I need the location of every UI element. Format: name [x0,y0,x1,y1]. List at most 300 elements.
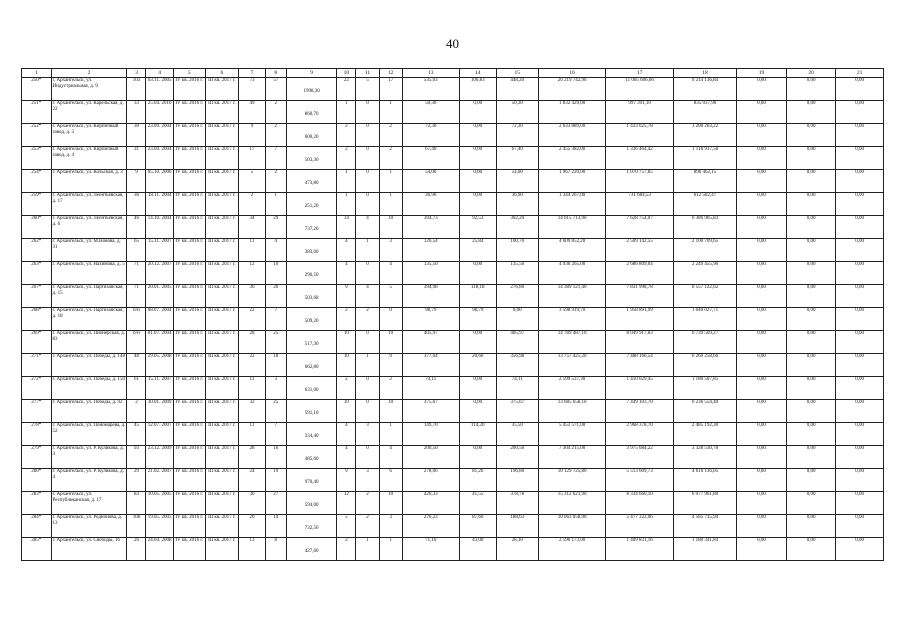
rooms-count-cell: 9 [337,469,356,492]
planned-end-cell: III кв. 2017 г. [205,101,239,124]
table-row [22,469,884,492]
area-cell [286,446,337,469]
owned-area-cell: 0,00 [459,101,496,124]
table-row [22,216,884,239]
extra-cost-cell: 0,00 [786,400,836,423]
column-number-12: 12 [379,69,402,78]
total-cost-cell: 2 599 537,30 [538,377,606,400]
total-area-cell: 36,90 [402,193,459,216]
municipal-count-cell: 1 [379,170,402,193]
regional-cost-cell: 2 100 709,65 [673,239,736,262]
planned-start-cell: IV кв. 2016 г. [173,170,205,193]
rooms-count-cell: 2 [337,538,356,561]
column-number-1: 1 [22,69,52,78]
document-number-cell: 2 [127,400,146,423]
resettled-count-cell: 3 [265,377,286,400]
total-area-cell: 377,64 [402,354,459,377]
regional-cost-cell: 6 557 122,62 [673,285,736,308]
table-row [22,78,884,101]
regional-cost-cell: 6 236 554,40 [673,400,736,423]
regional-cost-cell: 9 214 136,84 [673,78,736,101]
extra-cost-cell: 0,00 [786,515,836,538]
municipal-area-cell: 200,50 [496,446,538,469]
resettled-count-cell: 18 [265,354,286,377]
other-cost-cell: 0,00 [836,354,884,377]
address-cell: г. Архангельск, ул. Индустриальная, д. 9 [51,78,127,101]
planned-start-cell: IV кв. 2016 г. [173,239,205,262]
document-date-cell: 30.01. 2009 [146,400,173,423]
owned-count-cell: 0 [356,170,379,193]
table-row [22,354,884,377]
local-cost-cell: 0,00 [737,239,787,262]
extra-cost-cell: 0,00 [786,147,836,170]
planned-start-cell: IV кв. 2016 г. [173,147,205,170]
area-cell [286,101,337,124]
regional-cost-cell: 6 977 961,80 [673,492,736,515]
owned-area-cell: 0,00 [459,193,496,216]
other-cost-cell: 0,00 [836,446,884,469]
owned-area-cell: 106,83 [459,78,496,101]
local-cost-cell: 0,00 [737,400,787,423]
municipal-area-cell: 0,00 [496,308,538,331]
other-cost-cell: 0,00 [836,492,884,515]
rooms-count-cell: 2 [337,377,356,400]
total-cost-cell: 1 967 220,00 [538,170,606,193]
residents-cell: 2 [239,193,265,216]
other-cost-cell: 0,00 [836,193,884,216]
rooms-count-cell: 10 [337,400,356,423]
fund-cost-cell: 1 070 757,85 [606,170,674,193]
municipal-area-cell: 100,70 [496,239,538,262]
resettled-count-cell: 7 [265,423,286,446]
extra-cost-cell: 0,00 [786,492,836,515]
owned-count-cell: 1 [356,538,379,561]
owned-count-cell: 5 [356,78,379,101]
total-area-cell: 54,00 [402,170,459,193]
table-row [22,170,884,193]
residents-cell: 49 [239,101,265,124]
municipal-count-cell: 10 [379,492,402,515]
residents-cell: 20 [239,515,265,538]
total-cost-cell: 7 304 215,00 [538,446,606,469]
document-number-cell: 65 [127,239,146,262]
residents-cell: 9 [239,124,265,147]
extra-cost-cell: 0,00 [786,262,836,285]
area-value: 383,60 [304,250,319,256]
planned-end-cell: III кв. 2017 г. [205,538,239,561]
fund-cost-cell: 8 049 917,83 [606,331,674,354]
regional-cost-cell: 6 386 965,83 [673,216,736,239]
fund-cost-cell: 2 686 809,04 [606,262,674,285]
local-cost-cell: 0,00 [737,446,787,469]
planned-end-cell: III кв. 2017 г. [205,354,239,377]
local-cost-cell: 0,00 [737,262,787,285]
fund-cost-cell: 5 477 322,06 [606,515,674,538]
column-number-14: 14 [459,69,496,78]
owned-area-cell: 0,00 [459,446,496,469]
municipal-count-cell: 1 [379,101,402,124]
fund-cost-cell: 1 433 625,78 [606,124,674,147]
document-number-cell: 29 [127,469,146,492]
address-cell: г. Архангельск, ул. М.Новова, д. 31 [51,239,127,262]
planned-end-cell: III кв. 2017 г. [205,170,239,193]
planned-start-cell: IV кв. 2016 г. [173,285,205,308]
planned-end-cell: III кв. 2017 г. [205,446,239,469]
total-area-cell: 67,40 [402,147,459,170]
area-value: 662,80 [304,365,319,371]
total-area-cell: 135,50 [402,262,459,285]
document-date-cell: 23.09. 2004 [146,147,173,170]
municipal-count-cell: 9 [379,354,402,377]
other-cost-cell: 0,00 [836,124,884,147]
rooms-count-cell: 4 [337,239,356,262]
owned-count-cell: 1 [356,354,379,377]
address-cell: г. Архангельск, ул. Кольская, д. 3 [51,170,127,193]
local-cost-cell: 0,00 [737,354,787,377]
total-cost-cell: 13 757 425,20 [538,354,606,377]
residents-cell: 24 [239,469,265,492]
extra-cost-cell: 0,00 [786,446,836,469]
area-cell [286,216,337,239]
owned-count-cell: 1 [356,239,379,262]
fund-cost-cell: 997 391,10 [606,101,674,124]
resettled-count-cell: 10 [265,262,286,285]
other-cost-cell: 0,00 [836,285,884,308]
fund-cost-cell: 7 488 166,54 [606,354,674,377]
document-date-cell: 25.04. 2010 [146,101,173,124]
table-row [22,101,884,124]
planned-start-cell: IV кв. 2016 г. [173,515,205,538]
area-cell [286,515,337,538]
regional-cost-cell: 1 180 341,84 [673,538,736,561]
planned-start-cell: IV кв. 2016 г. [173,446,205,469]
document-number-cell: 30 [127,124,146,147]
fund-cost-cell: 7 449 103,70 [606,400,674,423]
area-value: 485,60 [304,457,319,463]
row-number: 267* [22,285,52,308]
address-cell: г. Архангельск, ул. Партизанская, д. 15 [51,285,127,308]
owned-area-cell: 98,79 [459,308,496,331]
total-cost-cell: 2 590 173,00 [538,538,606,561]
residents-cell: 34 [239,216,265,239]
table-row [22,377,884,400]
local-cost-cell: 0,00 [737,331,787,354]
total-area-cell: 276,23 [402,515,459,538]
total-cost-cell: 13 685 658,10 [538,400,606,423]
planned-end-cell: III кв. 2017 г. [205,262,239,285]
planned-end-cell: III кв. 2017 г. [205,124,239,147]
local-cost-cell: 0,00 [737,193,787,216]
local-cost-cell: 0,00 [737,78,787,101]
planned-end-cell: III кв. 2017 г. [205,400,239,423]
municipal-area-cell: 378,78 [496,492,538,515]
rooms-count-cell: 2 [337,308,356,331]
planned-start-cell: IV кв. 2016 г. [173,538,205,561]
municipal-count-cell: 10 [379,216,402,239]
municipal-area-cell: 72,30 [496,124,538,147]
area-cell [286,193,337,216]
area-cell [286,423,337,446]
planned-end-cell: III кв. 2017 г. [205,216,239,239]
total-area-cell: 74,11 [402,377,459,400]
residents-cell: 22 [239,308,265,331]
residents-cell: 11 [239,377,265,400]
resettled-count-cell: 7 [265,147,286,170]
municipal-count-cell: 2 [379,124,402,147]
rooms-count-cell: 10 [337,331,356,354]
rooms-count-cell: 4 [337,262,356,285]
municipal-area-cell: 28,10 [496,538,538,561]
planned-start-cell: IV кв. 2016 г. [173,308,205,331]
owned-area-cell: 0,00 [459,170,496,193]
address-cell: г. Архангельск, ул. Партизанская, д. 18 [51,308,127,331]
document-date-cell: 18.11. 2004 [146,193,173,216]
owned-count-cell: 0 [356,331,379,354]
extra-cost-cell: 0,00 [786,239,836,262]
table-row [22,262,884,285]
area-cell [286,331,337,354]
planned-end-cell: III кв. 2017 г. [205,193,239,216]
planned-start-cell: IV кв. 2016 г. [173,193,205,216]
extra-cost-cell: 0,00 [786,538,836,561]
document-number-cell: 46 [127,216,146,239]
extra-cost-cell: 0,00 [786,423,836,446]
resettled-count-cell: 2 [265,170,286,193]
owned-area-cell: 41,55 [459,492,496,515]
address-cell: г. Архангельск, ул. Нахимова, д. 5 [51,262,127,285]
local-cost-cell: 0,00 [737,492,787,515]
owned-area-cell: 0,00 [459,400,496,423]
address-cell: г. Архангельск, ул. Кирпичный завод, д. 4 [51,147,127,170]
planned-start-cell: IV кв. 2016 г. [173,216,205,239]
document-date-cell: 24.04. 2008 [146,538,173,561]
regional-cost-cell: 896 462,15 [673,170,736,193]
planned-end-cell: III кв. 2017 г. [205,515,239,538]
municipal-area-cell: 196,80 [496,469,538,492]
column-number-row [22,69,884,78]
other-cost-cell: 0,00 [836,400,884,423]
table-row [22,193,884,216]
other-cost-cell: 0,00 [836,147,884,170]
planned-end-cell: III кв. 2017 г. [205,469,239,492]
fund-cost-cell: 1 958 891,99 [606,308,674,331]
total-area-cell: 394,98 [402,285,459,308]
residents-cell: 32 [239,400,265,423]
total-cost-cell: 2 633 889,00 [538,124,606,147]
total-cost-cell: 10 129 725,80 [538,469,606,492]
table-row [22,492,884,515]
residents-cell: 11 [239,239,265,262]
total-area-cell: 126,54 [402,239,459,262]
housing-register-table [21,68,884,561]
other-cost-cell: 0,00 [836,377,884,400]
area-cell [286,400,337,423]
row-number: 279* [22,446,52,469]
rooms-count-cell: 9 [337,285,356,308]
local-cost-cell: 0,00 [737,170,787,193]
column-number-20: 20 [786,69,836,78]
area-cell [286,239,337,262]
area-cell [286,354,337,377]
municipal-count-cell: 6 [379,469,402,492]
resettled-count-cell: 57 [265,78,286,101]
regional-cost-cell: 6 739 569,27 [673,331,736,354]
rooms-count-cell: 10 [337,354,356,377]
total-cost-cell: 4 936 265,00 [538,262,606,285]
column-number-4: 4 [146,69,173,78]
document-number-cell: 106 [127,515,146,538]
local-cost-cell: 0,00 [737,216,787,239]
fund-cost-cell: 7 831 998,78 [606,285,674,308]
address-cell: г. Архангельск, ул. Пионерская, д. 83 [51,331,127,354]
total-cost-cell: 14 015 713,90 [538,216,606,239]
rooms-count-cell: 4 [337,446,356,469]
other-cost-cell: 0,00 [836,423,884,446]
table-row [22,400,884,423]
fund-cost-cell: 7 628 754,07 [606,216,674,239]
fund-cost-cell: 11 005 606,06 [606,78,674,101]
table-row [22,515,884,538]
owned-area-cell: 0,00 [459,331,496,354]
fund-cost-cell: 3 975 684,22 [606,446,674,469]
row-number: 263* [22,262,52,285]
address-cell: г. Архангельск, ул. Республиканская, д. 17 [51,492,127,515]
document-date-cell: 10.05. 2005 [146,492,173,515]
column-number-17: 17 [606,69,674,78]
regional-cost-cell: 1 200 263,22 [673,124,736,147]
address-cell: г. Архангельск, ул. Р. Куликова, д. 3 [51,446,127,469]
total-cost-cell: 2 455 382,00 [538,147,606,170]
fund-cost-cell: 8 334 660,10 [606,492,674,515]
column-number-19: 19 [737,69,787,78]
owned-area-cell: 0,00 [459,262,496,285]
municipal-area-cell: 135,50 [496,262,538,285]
local-cost-cell: 0,00 [737,124,787,147]
table-row [22,285,884,308]
document-number-cell: 45 [127,423,146,446]
fund-cost-cell: 2 968 378,70 [606,423,674,446]
resettled-count-cell: 25 [265,400,286,423]
regional-cost-cell: 3 328 530,78 [673,446,736,469]
regional-cost-cell: 4 616 116,05 [673,469,736,492]
rooms-count-cell: 12 [337,492,356,515]
owned-area-cell: 92,53 [459,216,496,239]
planned-end-cell: III кв. 2017 г. [205,423,239,446]
fund-cost-cell: 2 509 142,55 [606,239,674,262]
other-cost-cell: 0,00 [836,170,884,193]
area-cell [286,147,337,170]
owned-area-cell: 114,20 [459,423,496,446]
total-area-cell: 50,30 [402,101,459,124]
area-value: 970,40 [304,480,319,486]
planned-end-cell: III кв. 2017 г. [205,377,239,400]
row-number: 262* [22,239,52,262]
document-date-cell: 05.10. 2006 [146,170,173,193]
owned-count-cell: 0 [356,193,379,216]
column-number-10: 10 [337,69,356,78]
fund-cost-cell: 1 409 831,16 [606,538,674,561]
area-value: 631,00 [304,388,319,394]
fund-cost-cell: 5 513 609,73 [606,469,674,492]
municipal-area-cell: 54,00 [496,170,538,193]
document-date-cell: 03.11. 2005 [146,78,173,101]
table-row [22,124,884,147]
resettled-count-cell: 8 [265,538,286,561]
planned-end-cell: III кв. 2017 г. [205,147,239,170]
total-area-cell: 149,70 [402,423,459,446]
document-date-cell: 20.12. 2007 [146,262,173,285]
document-number-cell: 103 [127,78,146,101]
municipal-area-cell: 448,20 [496,78,538,101]
column-number-15: 15 [496,69,538,78]
municipal-count-cell: 10 [379,400,402,423]
owned-count-cell: 0 [356,446,379,469]
area-cell [286,308,337,331]
column-number-3: 3 [127,69,146,78]
owned-count-cell: 0 [356,377,379,400]
municipal-count-cell: 5 [379,285,402,308]
column-number-7: 7 [239,69,265,78]
page-number: 40 [446,36,459,51]
document-date-cell: 23.09. 2004 [146,124,173,147]
regional-cost-cell: 6 269 258,66 [673,354,736,377]
area-value: 296,50 [304,273,319,279]
row-number: 271* [22,354,52,377]
document-date-cell: 29.05. 2008 [146,354,173,377]
owned-count-cell: 0 [356,262,379,285]
rooms-count-cell: 1 [337,101,356,124]
regional-cost-cell: 4 585 735,94 [673,515,736,538]
municipal-area-cell: 188,63 [496,515,538,538]
rooms-count-cell: 5 [337,515,356,538]
area-value: 517,30 [304,342,319,348]
planned-start-cell: IV кв. 2016 г. [173,354,205,377]
owned-count-cell: 2 [356,492,379,515]
total-area-cell: 420,33 [402,492,459,515]
column-number-9: 9 [286,69,337,78]
fund-cost-cell: 1 410 029,45 [606,377,674,400]
owned-count-cell: 4 [356,216,379,239]
table-body [22,69,884,561]
planned-end-cell: III кв. 2017 г. [205,78,239,101]
document-date-cell: 15.11. 2007 [146,377,173,400]
row-number: 254* [22,170,52,193]
total-cost-cell: 10 063 058,90 [538,515,606,538]
column-number-13: 13 [402,69,459,78]
other-cost-cell: 0,00 [836,216,884,239]
resettled-count-cell: 16 [265,446,286,469]
planned-start-cell: IV кв. 2016 г. [173,492,205,515]
regional-cost-cell: 2 249 455,96 [673,262,736,285]
owned-area-cell: 20,66 [459,354,496,377]
document-number-cell: 71 [127,262,146,285]
total-cost-cell: 5 453 571,00 [538,423,606,446]
area-cell [286,170,337,193]
local-cost-cell: 0,00 [737,515,787,538]
municipal-area-cell: 356,98 [496,354,538,377]
fund-cost-cell: 731 684,53 [606,193,674,216]
address-cell: г. Архангельск, ул. Пономарева, д. 52 [51,423,127,446]
local-cost-cell: 0,00 [737,377,787,400]
owned-count-cell: 0 [356,124,379,147]
resettled-count-cell: 4 [265,239,286,262]
total-area-cell: 71,10 [402,538,459,561]
municipal-count-cell: 1 [379,423,402,446]
regional-cost-cell: 1 180 507,85 [673,377,736,400]
planned-end-cell: III кв. 2017 г. [205,492,239,515]
address-cell: г. Архангельск, ул. Карельская, д. 22 [51,101,127,124]
area-value: 591,10 [304,411,319,417]
